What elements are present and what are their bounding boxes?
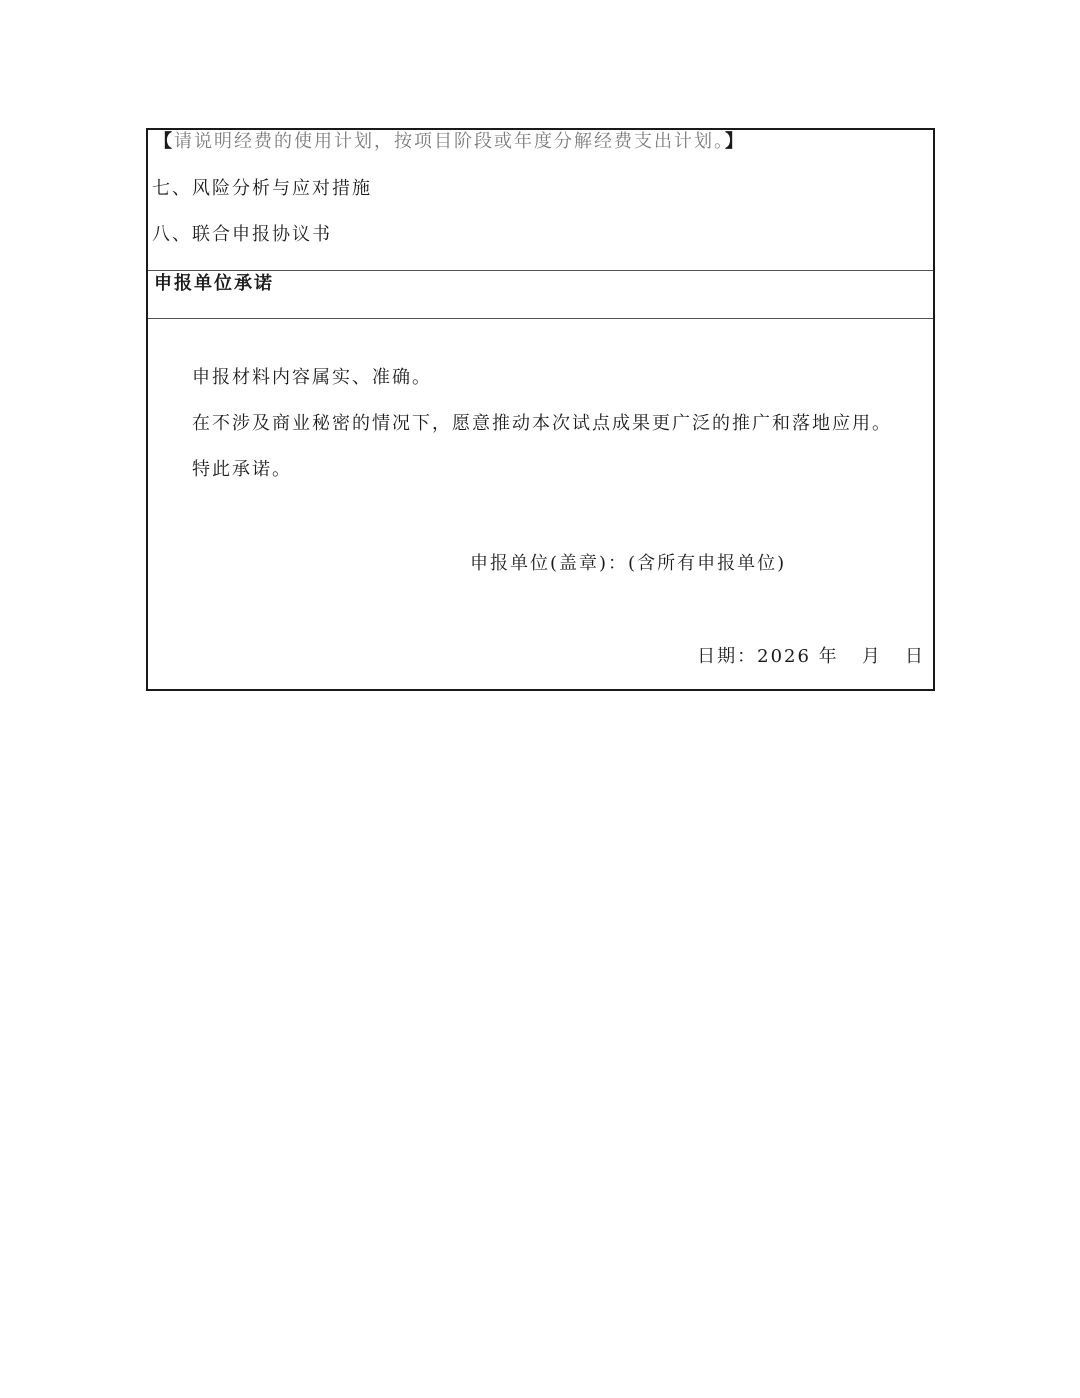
hint-close-bracket: 】 <box>725 131 745 152</box>
hint-text: 请说明经费的使用计划，按项目阶段或年度分解经费支出计划。 <box>174 131 725 152</box>
hint-open-bracket: 【 <box>154 131 174 152</box>
commitment-line-3: 特此承诺。 <box>192 459 292 480</box>
funding-plan-hint <box>154 130 745 154</box>
funding-plan-section <box>148 130 933 270</box>
application-form-table <box>146 128 935 691</box>
commitment-line-2: 在不涉及商业秘密的情况下，愿意推动本次试点成果更广泛的推广和落地应用。 <box>192 413 892 434</box>
section-8-heading: 八、联合申报协议书 <box>152 224 332 245</box>
commitment-header: 申报单位承诺 <box>154 273 274 294</box>
signature-line: 申报单位(盖章)：(含所有申报单位) <box>470 553 787 574</box>
commitment-line-1: 申报材料内容属实、准确。 <box>192 367 432 388</box>
date-line: 日期：2026 年 月 日 <box>697 646 925 667</box>
commitment-header-row <box>148 270 933 318</box>
section-7-heading: 七、风险分析与应对措施 <box>152 178 372 199</box>
commitment-body <box>148 318 933 689</box>
